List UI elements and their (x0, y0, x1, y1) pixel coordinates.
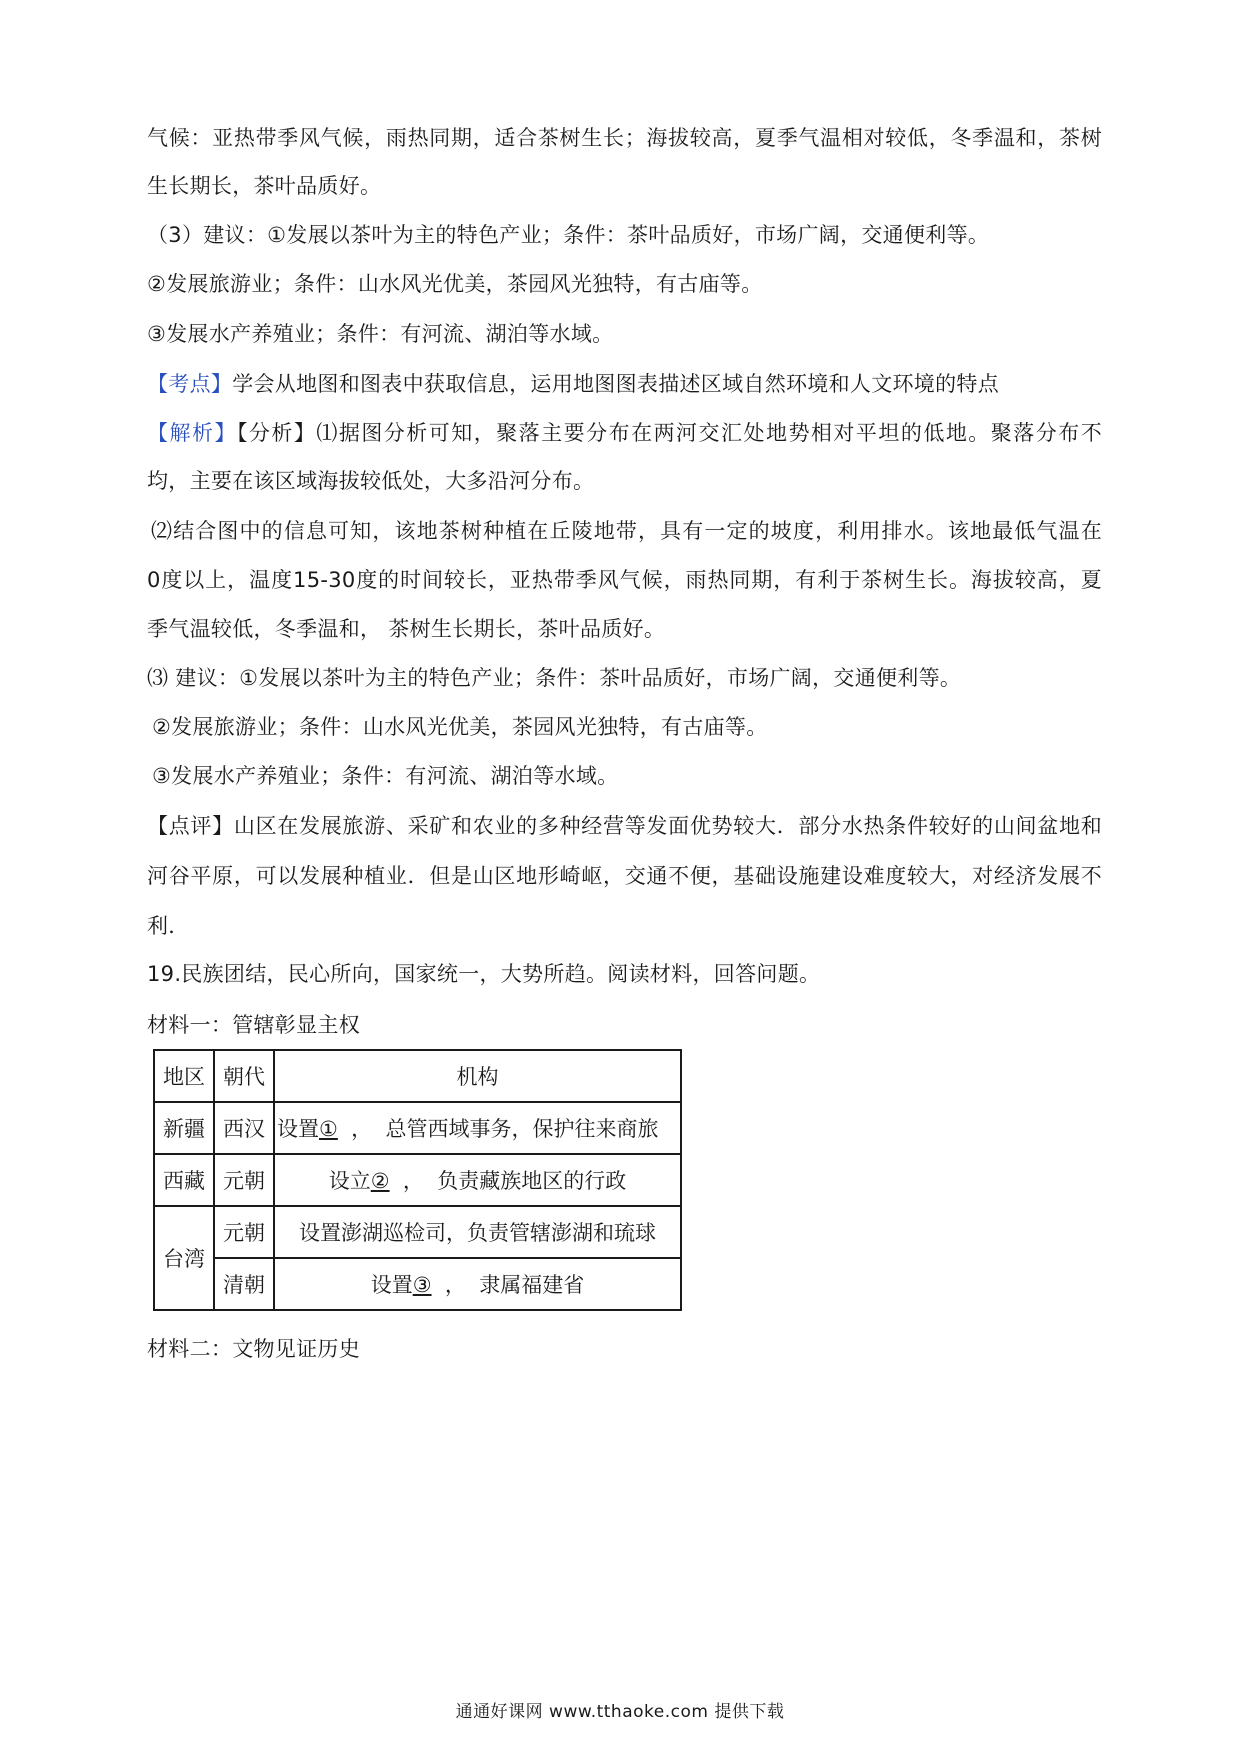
jiexi-tag: 【解析】 (147, 421, 237, 445)
jiexi-line (147, 419, 1102, 447)
paragraph-climate: 气候：亚热带季风气候，雨热同期，适合茶树生长；海拔较高，夏季气温相对较低，冬季温和，茶树 (147, 126, 1102, 150)
analysis-2: ⑵结合图中的信息可知，该地茶树种植在丘陵地带，具有一定的坡度，利用排水。该地最低气温在 (151, 519, 1102, 543)
analysis-3-item3: ③发展水产养殖业；条件：有河流、湖泊等水域。 (152, 764, 619, 788)
kaodian-line (147, 370, 999, 398)
cell-region: 西藏 (154, 1154, 214, 1206)
suggestion-1: （3）建议：①发展以茶叶为主的特色产业；条件：茶叶品质好，市场广阔，交通便利等。 (147, 223, 990, 247)
material-2-title: 材料二：文物见证历史 (147, 1337, 360, 1361)
suggestion-3: ③发展水产养殖业；条件：有河流、湖泊等水域。 (147, 322, 614, 346)
org-post: ， 隶属福建省 (431, 1273, 585, 1297)
header-org: 机构 (274, 1050, 681, 1102)
cell-org (274, 1154, 681, 1206)
org-pre: 设立 (328, 1169, 371, 1193)
table-row (154, 1258, 681, 1310)
cell-org: 设置澎湖巡检司，负责管辖澎湖和琉球 (274, 1206, 681, 1258)
material-1-title: 材料一：管辖彰显主权 (147, 1013, 360, 1037)
analysis-3: ⑶ 建议：①发展以茶叶为主的特色产业；条件：茶叶品质好，市场广阔，交通便利等。 (147, 666, 962, 690)
material-table (153, 1049, 682, 1311)
dianping-end: 利． (147, 914, 190, 938)
table-row (154, 1102, 681, 1154)
header-region: 地区 (154, 1050, 214, 1102)
cell-dynasty: 元朝 (214, 1206, 274, 1258)
table-row (154, 1206, 681, 1258)
cell-org (274, 1102, 681, 1154)
blank-1: ① (319, 1117, 338, 1141)
cell-dynasty: 西汉 (214, 1102, 274, 1154)
cell-org (274, 1258, 681, 1310)
paragraph-climate-cont: 生长期长，茶叶品质好。 (147, 174, 382, 198)
org-pre: 设置 (277, 1117, 319, 1141)
page-footer: 通通好课网 www.tthaoke.com 提供下载 (455, 1702, 785, 1722)
dianping-line: 【点评】山区在发展旅游、采矿和农业的多种经营等发面优势较大．部分水热条件较好的山间盆地和 (147, 814, 1102, 838)
cell-region: 台湾 (154, 1206, 214, 1310)
analysis-2-end: 季气温较低，冬季温和， 茶树生长期长，茶叶品质好。 (147, 617, 666, 641)
dianping-cont: 河谷平原，可以发展种植业．但是山区地形崎岖，交通不便，基础设施建设难度较大，对经济发展不 (147, 864, 1102, 888)
cell-region: 新疆 (154, 1102, 214, 1154)
table-header-row (154, 1050, 681, 1102)
question-19: 19.民族团结，民心所向，国家统一，大势所趋。阅读材料，回答问题。 (147, 962, 821, 986)
jiexi-text: 【分析】⑴据图分析可知，聚落主要分布在两河交汇处地势相对平坦的低地。聚落分布不 (236, 421, 1103, 445)
header-dynasty: 朝代 (214, 1050, 274, 1102)
cell-dynasty: 清朝 (214, 1258, 274, 1310)
kaodian-tag: 【考点】 (147, 372, 233, 396)
analysis-3-item2: ②发展旅游业；条件：山水风光优美，茶园风光独特，有古庙等。 (152, 715, 768, 739)
org-post: ， 负责藏族地区的行政 (389, 1169, 627, 1193)
org-post: ， 总管西域事务，保护往来商旅 (337, 1117, 659, 1141)
table-row (154, 1154, 681, 1206)
blank-3: ③ (412, 1273, 432, 1297)
blank-2: ② (370, 1169, 390, 1193)
kaodian-text: 学会从地图和图表中获取信息，运用地图图表描述区域自然环境和人文环境的特点 (232, 372, 999, 396)
org-pre: 设置 (370, 1273, 413, 1297)
analysis-2-cont: 0度以上，温度15-30度的时间较长，亚热带季风气候，雨热同期，有利于茶树生长。海拔较高，夏 (147, 568, 1102, 592)
cell-dynasty: 元朝 (214, 1154, 274, 1206)
analysis-1-cont: 均，主要在该区域海拔较低处，大多沿河分布。 (147, 469, 595, 493)
suggestion-2: ②发展旅游业；条件：山水风光优美，茶园风光独特，有古庙等。 (147, 272, 763, 296)
